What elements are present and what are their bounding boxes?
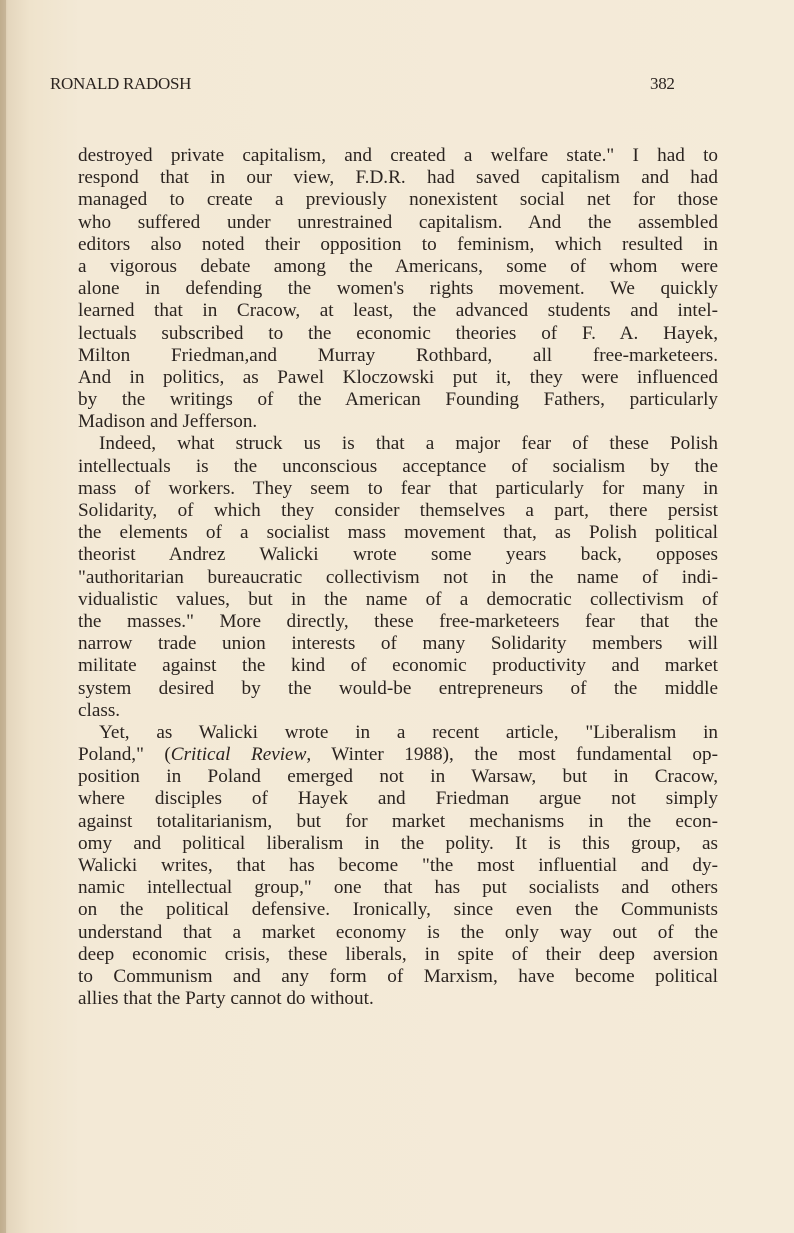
page-binding-edge (0, 0, 6, 1233)
text-line: "authoritarian bureaucratic collectivism not in the name of indi- (78, 566, 718, 588)
text-line: intellectuals is the unconscious acceptance of socialism by the (78, 455, 718, 477)
text-line: Poland," (Critical Review, Winter 1988), the most fundamental op- (78, 744, 718, 766)
text-line: vidualistic values, but in the name of a democratic collectivism of (78, 588, 718, 610)
text-line: And in politics, as Pawel Kloczowski put it, they were influenced (78, 366, 718, 388)
text-line: respond that in our view, F.D.R. had saved capitalism and had (78, 167, 718, 189)
running-head-author: RONALD RADOSH (50, 74, 192, 93)
text-line: by the writings of the American Founding Fathers, particularly (78, 389, 718, 411)
text-line: learned that in Cracow, at least, the advanced students and intel- (78, 300, 718, 322)
text-line: Walicki writes, that has become "the most influential and dy- (78, 855, 718, 876)
text-line: alone in defending the women's rights movement. We quickly (78, 278, 718, 300)
text-line: narrow trade union interests of many Solidarity members will (78, 633, 718, 655)
text-line: a vigorous debate among the Americans, some of whom were (78, 255, 718, 277)
text-line: Milton Friedman,and Murray Rothbard, all free-marketeers. (78, 344, 718, 366)
text-line: the elements of a socialist mass movement that, as Polish political (78, 522, 718, 544)
text-line: destroyed private capitalism, and created a welfare state." I had to (78, 145, 718, 166)
text-line: class. (78, 699, 121, 721)
text-line: understand that a market economy is the only way out of the (78, 921, 718, 943)
text-line: system desired by the would-be entrepreneurs of the middle (78, 677, 718, 699)
text-line: namic intellectual group," one that has put socialists and others (78, 877, 718, 899)
journal-title: Critical Review (170, 744, 307, 766)
text-line: where disciples of Hayek and Friedman argue not simply (78, 788, 718, 810)
text-line: Solidarity, of which they consider themselves a part, there persist (78, 500, 718, 521)
text-line: editors also noted their opposition to feminism, which resulted in (78, 233, 718, 255)
text-line: allies that the Party cannot do without. (78, 988, 374, 1010)
paragraph (78, 722, 718, 1010)
text-line: militate against the kind of economic productivity and market (78, 655, 718, 677)
text-line: Madison and Jefferson. (78, 411, 258, 433)
text-line: against totalitarianism, but for market mechanisms in the econ- (78, 810, 718, 832)
text-line: who suffered under unrestrained capitalism. And the assembled (78, 211, 718, 233)
body-text (78, 145, 718, 1010)
paragraph (78, 145, 718, 433)
text-line: to Communism and any form of Marxism, have become political (78, 965, 718, 987)
text-line: omy and political liberalism in the polity. It is this group, as (78, 832, 718, 854)
paragraph (78, 433, 718, 721)
text-line: deep economic crisis, these liberals, in spite of their deep aversion (78, 943, 718, 965)
text-line: Indeed, what struck us is that a major fear of these Polish (99, 433, 718, 455)
text-line: managed to create a previously nonexistent social net for those (78, 189, 718, 211)
text-line: mass of workers. They seem to fear that particularly for many in (78, 477, 718, 499)
text-line: lectuals subscribed to the economic theories of F. A. Hayek, (78, 322, 718, 344)
page-number: 382 (650, 74, 675, 93)
text-line: theorist Andrez Walicki wrote some years back, opposes (78, 544, 718, 566)
text-line: Yet, as Walicki wrote in a recent article, "Liberalism in (99, 721, 718, 743)
text-line: position in Poland emerged not in Warsaw, but in Cracow, (78, 766, 718, 788)
text-line: the masses." More directly, these free-marketeers fear that the (78, 610, 718, 632)
text-line: on the political defensive. Ironically, since even the Communists (78, 899, 718, 921)
